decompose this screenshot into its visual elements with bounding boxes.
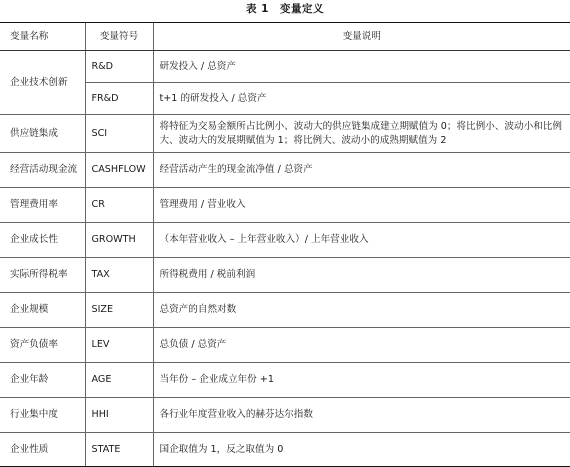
variable-symbol: R&D [85, 51, 153, 83]
header-row [0, 23, 570, 51]
variable-description: 国企取值为 1，反之取值为 0 [153, 433, 570, 467]
variable-symbol: TAX [85, 258, 153, 293]
variable-description: 总负债 / 总资产 [153, 328, 570, 363]
variable-symbol: SIZE [85, 293, 153, 328]
variable-name: 企业技术创新 [0, 51, 85, 115]
variable-symbol: CASHFLOW [85, 153, 153, 188]
table-row [0, 153, 570, 188]
variable-symbol: CR [85, 188, 153, 223]
table-caption: 表 1 变量定义 [246, 3, 324, 15]
variable-name: 供应链集成 [0, 115, 85, 153]
header-variable-description: 变量说明 [153, 23, 570, 51]
variable-name: 企业性质 [0, 433, 85, 467]
variable-description: t+1 的研发投入 / 总资产 [153, 83, 570, 115]
table-row [0, 115, 570, 153]
table-row [0, 188, 570, 223]
table-row [0, 258, 570, 293]
variable-description: 当年份 – 企业成立年份 +1 [153, 363, 570, 398]
variable-description: 管理费用 / 营业收入 [153, 188, 570, 223]
table-row [0, 328, 570, 363]
variable-symbol: SCI [85, 115, 153, 153]
variable-description: 各行业年度营业收入的赫芬达尔指数 [153, 398, 570, 433]
variable-name: 企业成长性 [0, 223, 85, 258]
variable-name: 管理费用率 [0, 188, 85, 223]
variable-description: 总资产的自然对数 [153, 293, 570, 328]
variable-symbol: FR&D [85, 83, 153, 115]
variable-description: 研发投入 / 总资产 [153, 51, 570, 83]
table-row [0, 398, 570, 433]
variable-name: 企业年龄 [0, 363, 85, 398]
variable-name: 企业规模 [0, 293, 85, 328]
variable-name: 行业集中度 [0, 398, 85, 433]
variable-name: 实际所得税率 [0, 258, 85, 293]
table-row [0, 223, 570, 258]
variable-description: （本年营业收入 – 上年营业收入）/ 上年营业收入 [153, 223, 570, 258]
variable-symbol: STATE [85, 433, 153, 467]
header-variable-symbol: 变量符号 [85, 23, 153, 51]
variable-description: 经营活动产生的现金流净值 / 总资产 [153, 153, 570, 188]
header-variable-name: 变量名称 [0, 23, 85, 51]
table-row [0, 51, 570, 83]
variable-symbol: HHI [85, 398, 153, 433]
variable-symbol: LEV [85, 328, 153, 363]
variable-description: 所得税费用 / 税前利润 [153, 258, 570, 293]
variable-definition-table [0, 22, 570, 467]
variable-name: 经营活动现金流 [0, 153, 85, 188]
table-row [0, 83, 570, 115]
variable-symbol: AGE [85, 363, 153, 398]
variable-description: 将特征为交易金额所占比例小、波动大的供应链集成建立期赋值为 0；将比例小、波动小和比例大、波动大的发展期赋值为 1；将比例大、波动小的成熟期赋值为 2 [153, 115, 570, 153]
variable-name: 资产负债率 [0, 328, 85, 363]
variable-symbol: GROWTH [85, 223, 153, 258]
table-row [0, 293, 570, 328]
table-row [0, 363, 570, 398]
